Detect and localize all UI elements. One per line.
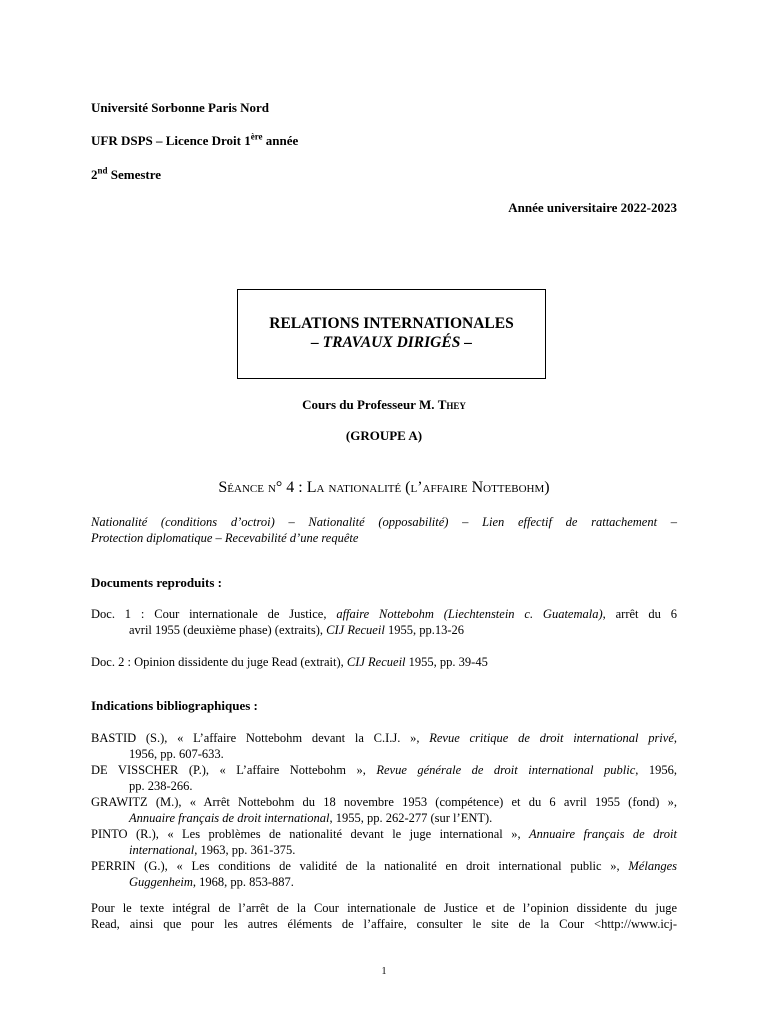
bib-entry-journal: Mélanges bbox=[628, 859, 677, 873]
program-suffix: année bbox=[262, 133, 299, 148]
professor-prefix: Cours du Professeur M. bbox=[302, 397, 438, 412]
seance-title-text: Séance n° 4 : La nationalité (l’affaire Nottebohm) bbox=[218, 479, 550, 496]
bib-entry-journal: Guggenheim bbox=[129, 875, 193, 889]
doc-1-label: Doc. 1 : bbox=[91, 607, 155, 621]
bibliography-heading bbox=[91, 698, 258, 714]
doc-2-pages: 1955, pp. 39-45 bbox=[405, 655, 488, 669]
bib-entry-line-2 bbox=[91, 842, 677, 858]
program-text: UFR DSPS – Licence Droit 1 bbox=[91, 133, 251, 148]
bib-entry-line-2 bbox=[91, 778, 677, 794]
bib-entry-text: PINTO (R.), « Les problèmes de nationalité devant le juge international », bbox=[91, 827, 530, 841]
doc-1-text: Cour internationale de Justice, bbox=[154, 607, 337, 621]
bib-entry-journal: Annuaire français de droit bbox=[529, 827, 677, 841]
seance-title bbox=[0, 479, 768, 497]
closing-line-1: Pour le texte intégral de l’arrêt de la Cour internationale de Justice et de l’opinion dissidente du juge bbox=[91, 901, 677, 915]
closing-paragraph bbox=[91, 900, 677, 932]
bib-entry-line-2 bbox=[91, 746, 677, 762]
doc-2-label: Doc. 2 : bbox=[91, 655, 135, 669]
professor-line bbox=[0, 397, 768, 413]
semester-sup: nd bbox=[97, 165, 108, 176]
academic-year bbox=[508, 200, 677, 216]
bib-entry bbox=[91, 762, 677, 794]
doc-1-case-name: affaire Nottebohm (Liechtenstein c. Guatemala) bbox=[336, 607, 603, 621]
title-box bbox=[237, 289, 546, 379]
professor-name: They bbox=[437, 397, 466, 412]
documents-heading-text: Documents reproduits : bbox=[91, 575, 222, 590]
bib-entry bbox=[91, 858, 677, 890]
semester-line bbox=[91, 167, 161, 183]
program-line bbox=[91, 133, 298, 149]
keywords bbox=[91, 514, 677, 546]
bib-entry bbox=[91, 794, 677, 826]
bib-entry-line-2 bbox=[91, 810, 677, 826]
course-subtitle: – TRAVAUX DIRIGÉS – bbox=[311, 334, 472, 351]
bib-entry-text: GRAWITZ (M.), « Arrêt Nottebohm du 18 novembre 1953 (compétence) et du 6 avril 1955 (fond) », bbox=[91, 795, 677, 809]
academic-year-text: Année universitaire 2022-2023 bbox=[508, 200, 677, 215]
bib-entry-pages: 1956, pp. 607-633. bbox=[129, 747, 224, 761]
university-text: Université Sorbonne Paris Nord bbox=[91, 100, 270, 115]
bib-entry-journal: international bbox=[129, 843, 195, 857]
bib-entry-pages: , 1968, pp. 853-887. bbox=[192, 875, 294, 889]
page-number-text: 1 bbox=[381, 966, 387, 977]
doc-1-line-2 bbox=[91, 622, 677, 638]
group-line bbox=[0, 428, 768, 444]
bib-entry bbox=[91, 730, 677, 762]
bib-entry bbox=[91, 826, 677, 858]
doc-2 bbox=[91, 654, 677, 670]
bib-entry-text: , bbox=[673, 731, 678, 745]
program-sup: ère bbox=[250, 131, 263, 142]
doc-2-line-1 bbox=[91, 654, 677, 670]
doc-1-source: CIJ Recueil bbox=[326, 623, 385, 637]
doc-1 bbox=[91, 606, 677, 638]
bib-entry-line-1 bbox=[91, 858, 677, 874]
bib-entry-line-1 bbox=[91, 794, 677, 810]
doc-1-line-1 bbox=[91, 606, 677, 622]
bib-entry-pages: , 1955, pp. 262-277 (sur l’ENT). bbox=[329, 811, 493, 825]
semester-text: Semestre bbox=[107, 167, 162, 182]
bib-entry-journal: Annuaire français de droit international bbox=[129, 811, 330, 825]
doc-1-phase: avril 1955 (deuxième phase) (extraits), bbox=[129, 623, 327, 637]
university-name bbox=[91, 100, 269, 116]
documents-heading bbox=[91, 575, 222, 591]
closing-line-2: Read, ainsi que pour les autres éléments de l’affaire, consulter le site de la Cour <http://www.icj- bbox=[91, 917, 677, 931]
bib-entry-journal: Revue générale de droit international public bbox=[376, 763, 636, 777]
bib-entry-text: DE VISSCHER (P.), « L’affaire Nottebohm », bbox=[91, 763, 377, 777]
group-text: (GROUPE A) bbox=[345, 428, 423, 443]
bib-entry-text: BASTID (S.), « L’affaire Nottebohm devant la C.I.J. », bbox=[91, 731, 430, 745]
bib-entry-line-1 bbox=[91, 730, 677, 746]
bib-entry-pages: pp. 238-266. bbox=[129, 779, 193, 793]
bib-entry-text: , 1956, bbox=[635, 763, 677, 777]
bibliography-heading-text: Indications bibliographiques : bbox=[91, 698, 258, 713]
doc-2-text: Opinion dissidente du juge Read (extrait), bbox=[134, 655, 347, 669]
keywords-line-1: Nationalité (conditions d’octroi) – Nationalité (opposabilité) – Lien effectif de rattachement – bbox=[91, 515, 677, 529]
bib-entry-journal: Revue critique de droit international privé bbox=[429, 731, 674, 745]
page-number bbox=[0, 966, 768, 977]
bib-entry-line-1 bbox=[91, 826, 677, 842]
doc-1-pages: 1955, pp.13-26 bbox=[384, 623, 464, 637]
keywords-line-2: Protection diplomatique – Recevabilité d’une requête bbox=[91, 531, 359, 545]
bib-entry-pages: , 1963, pp. 361-375. bbox=[194, 843, 296, 857]
course-title: RELATIONS INTERNATIONALES bbox=[269, 315, 514, 332]
bib-entry-text: PERRIN (G.), « Les conditions de validité de la nationalité en droit international public », bbox=[91, 859, 629, 873]
doc-1-date: , arrêt du 6 bbox=[602, 607, 677, 621]
semester-num: 2 bbox=[91, 167, 98, 182]
doc-2-source: CIJ Recueil bbox=[346, 655, 406, 669]
bib-entry-line-2 bbox=[91, 874, 677, 890]
bib-entry-line-1 bbox=[91, 762, 677, 778]
